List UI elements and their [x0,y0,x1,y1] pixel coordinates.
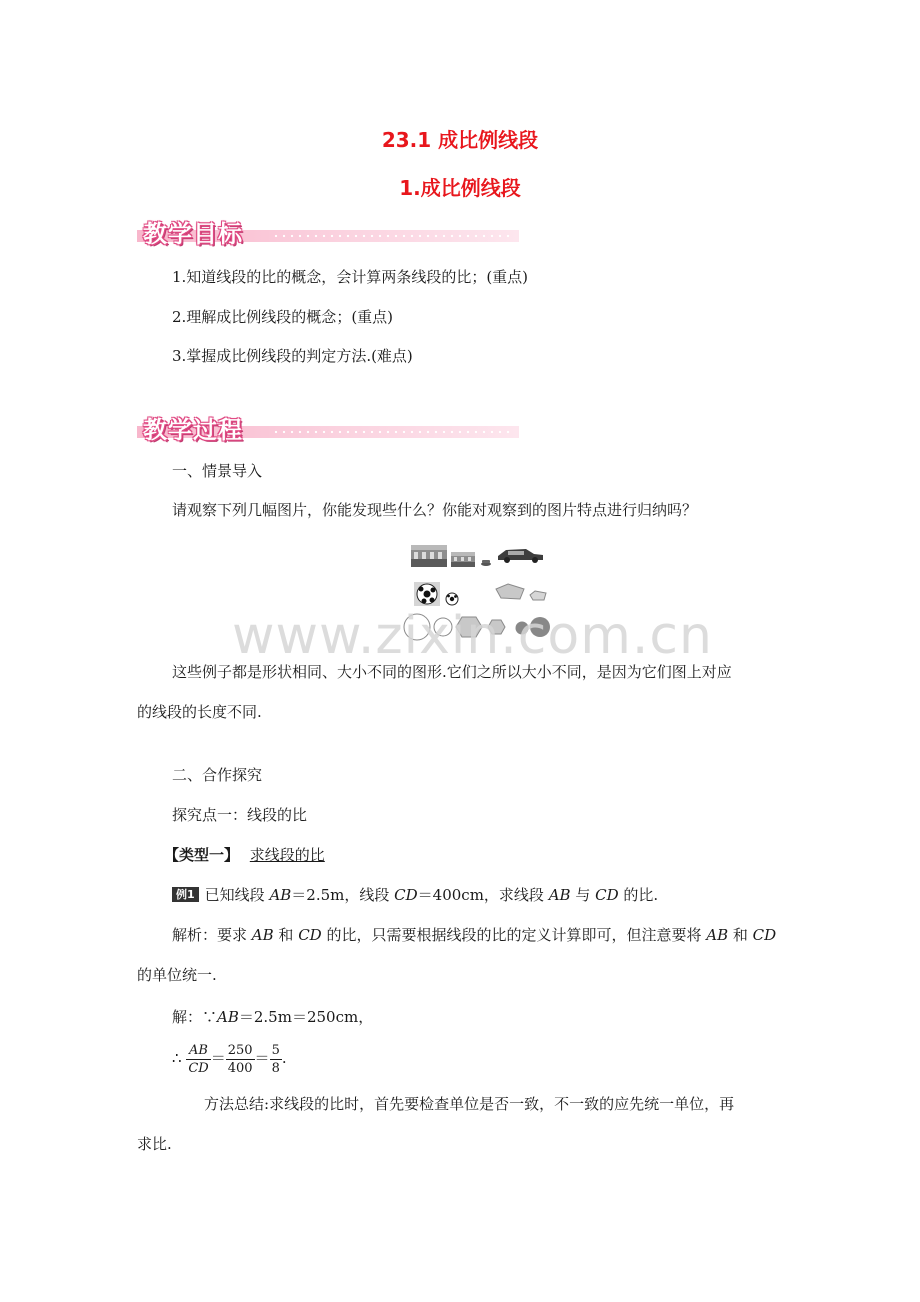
part2-heading: 二、合作探究 [172,766,263,784]
type-tag: 【类型一】 [164,846,240,864]
fraction-numerator-5: 5 [271,1042,280,1058]
analysis-cd-2: CD [752,926,777,944]
solution-rest: ＝2.5m＝250cm， [238,1008,374,1026]
fraction-numerator-250: 250 [227,1042,253,1058]
fraction-ab-over-cd [186,1042,210,1077]
segment-ab: AB [269,886,292,904]
fraction-denominator-cd: CD [188,1060,209,1076]
pentagon-small-icon [530,591,546,600]
goal-item-3: 3.掌握成比例线段的判定方法.(难点) [172,347,413,365]
analysis-line1 [172,924,776,946]
segment-ab-2: AB [548,886,571,904]
watermark-text: www.zixin.com.cn [232,606,713,666]
document-title: 23.1 成比例线段 [381,128,539,152]
type-heading [164,844,325,866]
car-small-icon [481,560,491,566]
goal-item-2: 2.理解成比例线段的概念；(重点) [172,308,394,326]
analysis-prefix: 解析：要求 [172,926,252,944]
equals-sign-2: ＝ [254,1049,270,1067]
fraction-250-over-400 [226,1042,255,1077]
type-title: 求线段的比 [249,846,325,864]
part1-answer-line2: 的线段的长度不同. [137,703,262,721]
example-badge: 例1 [172,887,199,902]
soccer-ball-small-icon [446,593,458,605]
part1-question: 请观察下列几幅图片，你能发现些什么？你能对观察到的图片特点进行归纳吗？ [172,501,698,519]
analysis-cd: CD [298,926,322,944]
soccer-ball-large-icon [414,582,440,606]
segment-cd: CD [394,886,418,904]
explore-point-heading: 探究点一：线段的比 [172,806,308,824]
part1-answer-line1: 这些例子都是形状相同、大小不同的图形.它们之所以大小不同，是因为它们图上对应 [172,663,732,681]
therefore-symbol: ∴ [172,1049,182,1067]
solution-period: . [281,1049,287,1067]
goal-item-1: 1.知道线段的比的概念，会计算两条线段的比；(重点) [172,268,529,286]
analysis-ab: AB [251,926,274,944]
solution-line1 [172,1006,373,1028]
summary-text: 求线段的比时，首先要检查单位是否一致，不一致的应先统一单位，再 [269,1095,735,1113]
analysis-line2: 的单位统一. [137,966,217,984]
section-banner-process [137,410,519,446]
solution-ab: AB [217,1008,239,1026]
analysis-ab-2: AB [706,926,729,944]
example-text-e: 的比. [618,886,659,904]
document-subtitle: 1.成比例线段 [399,176,521,200]
equals-sign-1: ＝ [210,1049,226,1067]
fraction-denominator-8: 8 [271,1060,280,1076]
analysis-mid3: 和 [728,926,753,944]
summary-label: 方法总结: [204,1095,270,1113]
building-photo-small-icon [451,552,475,567]
part1-heading: 一、情景导入 [172,462,263,480]
segment-cd-2: CD [595,886,619,904]
section-banner-goals [137,214,519,250]
example-text-b: ＝2.5m，线段 [291,886,395,904]
pentagon-large-icon [496,584,524,599]
fraction-numerator-ab: AB [186,1042,210,1060]
fraction-5-over-8 [270,1042,282,1077]
section-label-process: 教学过程 [143,416,243,444]
solution-line2 [172,1038,287,1078]
section-label-goals: 教学目标 [143,220,243,248]
summary-line1 [204,1084,794,1124]
solution-prefix: 解：∵ [172,1008,218,1026]
summary-line2: 求比. [137,1135,172,1153]
analysis-mid2: 的比，只需要根据线段的比的定义计算即可，但注意要将 [321,926,707,944]
analysis-mid1: 和 [273,926,299,944]
car-large-icon [498,549,543,563]
example-text-c: ＝400cm，求线段 [417,886,549,904]
example-text-a: 已知线段 [204,886,270,904]
building-photo-large-icon [411,545,447,567]
example-text-d: 与 [570,886,596,904]
fraction-denominator-400: 400 [227,1060,253,1076]
example-1 [172,884,658,906]
